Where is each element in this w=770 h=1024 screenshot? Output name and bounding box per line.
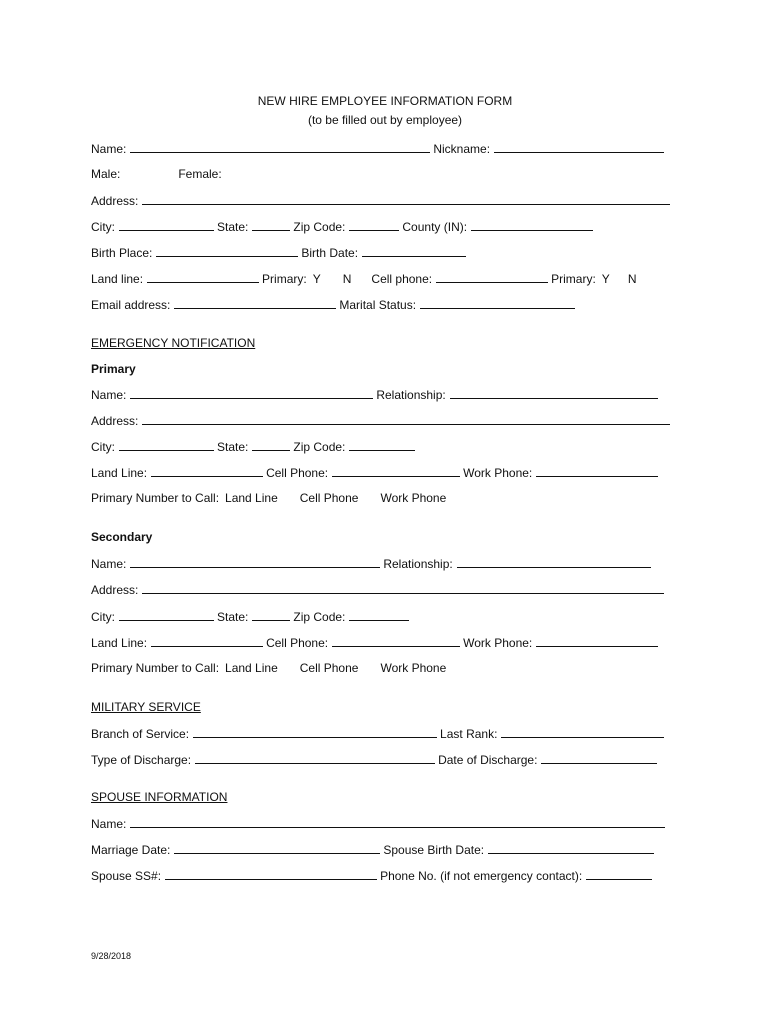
label-spouse-name: Name: [91,817,127,831]
field-spouse-birth-date[interactable] [488,842,654,854]
row-primary-city [91,439,418,455]
label-discharge-date: Date of Discharge: [438,753,538,767]
field-primary-zip[interactable] [349,439,415,451]
field-primary-work-phone[interactable] [536,465,658,477]
row-primary-name [91,387,661,403]
label-primary-state: State: [217,440,249,454]
label-primary-1: Primary: [262,272,307,286]
field-nickname[interactable] [494,141,664,153]
option-y-1[interactable]: Y [312,272,321,286]
field-secondary-relationship[interactable] [457,556,651,568]
field-spouse-phone[interactable] [586,868,652,880]
label-zip: Zip Code: [293,220,346,234]
label-discharge-type: Type of Discharge: [91,753,192,767]
field-marriage-date[interactable] [174,842,380,854]
secondary-contact-label: Secondary [91,530,153,544]
row-name [91,141,667,157]
row-secondary-city [91,609,412,625]
row-phone [91,271,636,287]
row-address [91,193,673,209]
label-secondary-work-phone: Work Phone: [463,636,533,650]
field-secondary-state[interactable] [252,609,290,621]
label-primary-cell-phone: Cell Phone: [266,466,329,480]
label-name: Name: [91,142,127,156]
field-primary-address[interactable] [142,413,670,425]
label-primary-address: Address: [91,414,139,428]
label-primary-relationship: Relationship: [376,388,446,402]
field-land-line[interactable] [147,271,259,283]
field-cell-phone[interactable] [436,271,548,283]
label-secondary-land-line: Land Line: [91,636,148,650]
field-primary-land-line[interactable] [151,465,263,477]
row-primary-address [91,413,673,429]
field-name[interactable] [130,141,430,153]
label-state: State: [217,220,249,234]
label-birth-date: Birth Date: [301,246,359,260]
field-spouse-ss[interactable] [165,868,377,880]
section-emergency-heading: EMERGENCY NOTIFICATION [91,336,256,350]
label-address: Address: [91,194,139,208]
row-spouse-ss [91,868,655,884]
field-state[interactable] [252,219,290,231]
field-discharge-date[interactable] [541,752,657,764]
field-discharge-type[interactable] [195,752,435,764]
option-secondary-cell-phone[interactable]: Cell Phone [299,661,359,675]
row-city [91,219,596,235]
row-secondary-call [91,661,446,676]
label-spouse-birth-date: Spouse Birth Date: [383,843,485,857]
field-last-rank[interactable] [501,726,664,738]
label-land-line: Land line: [91,272,144,286]
field-birth-date[interactable] [362,245,466,257]
label-primary-land-line: Land Line: [91,466,148,480]
label-marital: Marital Status: [339,298,417,312]
field-primary-cell-phone[interactable] [332,465,460,477]
field-secondary-land-line[interactable] [151,635,263,647]
option-secondary-land-line[interactable]: Land Line [225,661,278,675]
label-primary-city: City: [91,440,115,454]
field-marital[interactable] [420,297,575,309]
row-military-branch [91,726,667,742]
option-y-2[interactable]: Y [601,272,610,286]
field-address[interactable] [142,193,670,205]
option-n-1[interactable]: N [342,272,352,286]
label-secondary-address: Address: [91,583,139,597]
field-secondary-name[interactable] [130,556,380,568]
row-email [91,297,578,313]
label-marriage-date: Marriage Date: [91,843,171,857]
field-secondary-city[interactable] [119,609,214,621]
row-primary-call [91,491,446,506]
field-branch[interactable] [193,726,437,738]
section-military-heading: MILITARY SERVICE [91,700,201,714]
option-secondary-work-phone[interactable]: Work Phone [380,661,447,675]
field-secondary-work-phone[interactable] [536,635,658,647]
field-primary-relationship[interactable] [450,387,658,399]
label-secondary-state: State: [217,610,249,624]
label-primary-work-phone: Work Phone: [463,466,533,480]
form-title: NEW HIRE EMPLOYEE INFORMATION FORM [257,94,513,108]
option-primary-land-line[interactable]: Land Line [225,491,278,505]
label-secondary-zip: Zip Code: [293,610,346,624]
primary-contact-label: Primary [91,362,136,376]
field-secondary-address[interactable] [142,582,664,594]
label-secondary-cell-phone: Cell Phone: [266,636,329,650]
row-military-discharge [91,752,660,768]
label-male: Male: [91,167,121,181]
label-county: County (IN): [402,220,468,234]
field-county[interactable] [471,219,593,231]
row-secondary-phones [91,635,661,651]
field-email[interactable] [174,297,336,309]
label-cell-phone: Cell phone: [371,272,433,286]
label-last-rank: Last Rank: [440,727,498,741]
label-spouse-ss: Spouse SS#: [91,869,162,883]
field-birth-place[interactable] [156,245,298,257]
field-primary-city[interactable] [119,439,214,451]
form-subtitle: (to be filled out by employee) [307,113,463,127]
label-primary-2: Primary: [551,272,596,286]
label-city: City: [91,220,115,234]
label-female: Female: [178,167,222,181]
row-gender [91,167,222,182]
label-secondary-call: Primary Number to Call: [91,661,220,675]
label-spouse-phone: Phone No. (if not emergency contact): [380,869,583,883]
footer-date: 9/28/2018 [91,951,132,961]
field-primary-state[interactable] [252,439,290,451]
label-primary-zip: Zip Code: [293,440,346,454]
row-primary-phones [91,465,661,481]
field-zip[interactable] [349,219,399,231]
label-secondary-name: Name: [91,557,127,571]
label-primary-name: Name: [91,388,127,402]
label-nickname: Nickname: [433,142,491,156]
label-email: Email address: [91,298,171,312]
label-branch: Branch of Service: [91,727,190,741]
label-secondary-city: City: [91,610,115,624]
field-secondary-zip[interactable] [349,609,409,621]
row-spouse-name [91,816,668,832]
field-primary-name[interactable] [130,387,373,399]
section-spouse-heading: SPOUSE INFORMATION [91,790,228,804]
row-secondary-name [91,556,654,572]
field-spouse-name[interactable] [130,816,665,828]
field-city[interactable] [119,219,214,231]
row-spouse-dates [91,842,657,858]
row-secondary-address [91,582,667,598]
option-primary-cell-phone[interactable]: Cell Phone [299,491,359,505]
option-primary-work-phone[interactable]: Work Phone [380,491,447,505]
label-secondary-relationship: Relationship: [383,557,453,571]
row-birth [91,245,469,261]
field-secondary-cell-phone[interactable] [332,635,460,647]
label-birth-place: Birth Place: [91,246,153,260]
option-n-2[interactable]: N [627,272,637,286]
label-primary-call: Primary Number to Call: [91,491,220,505]
